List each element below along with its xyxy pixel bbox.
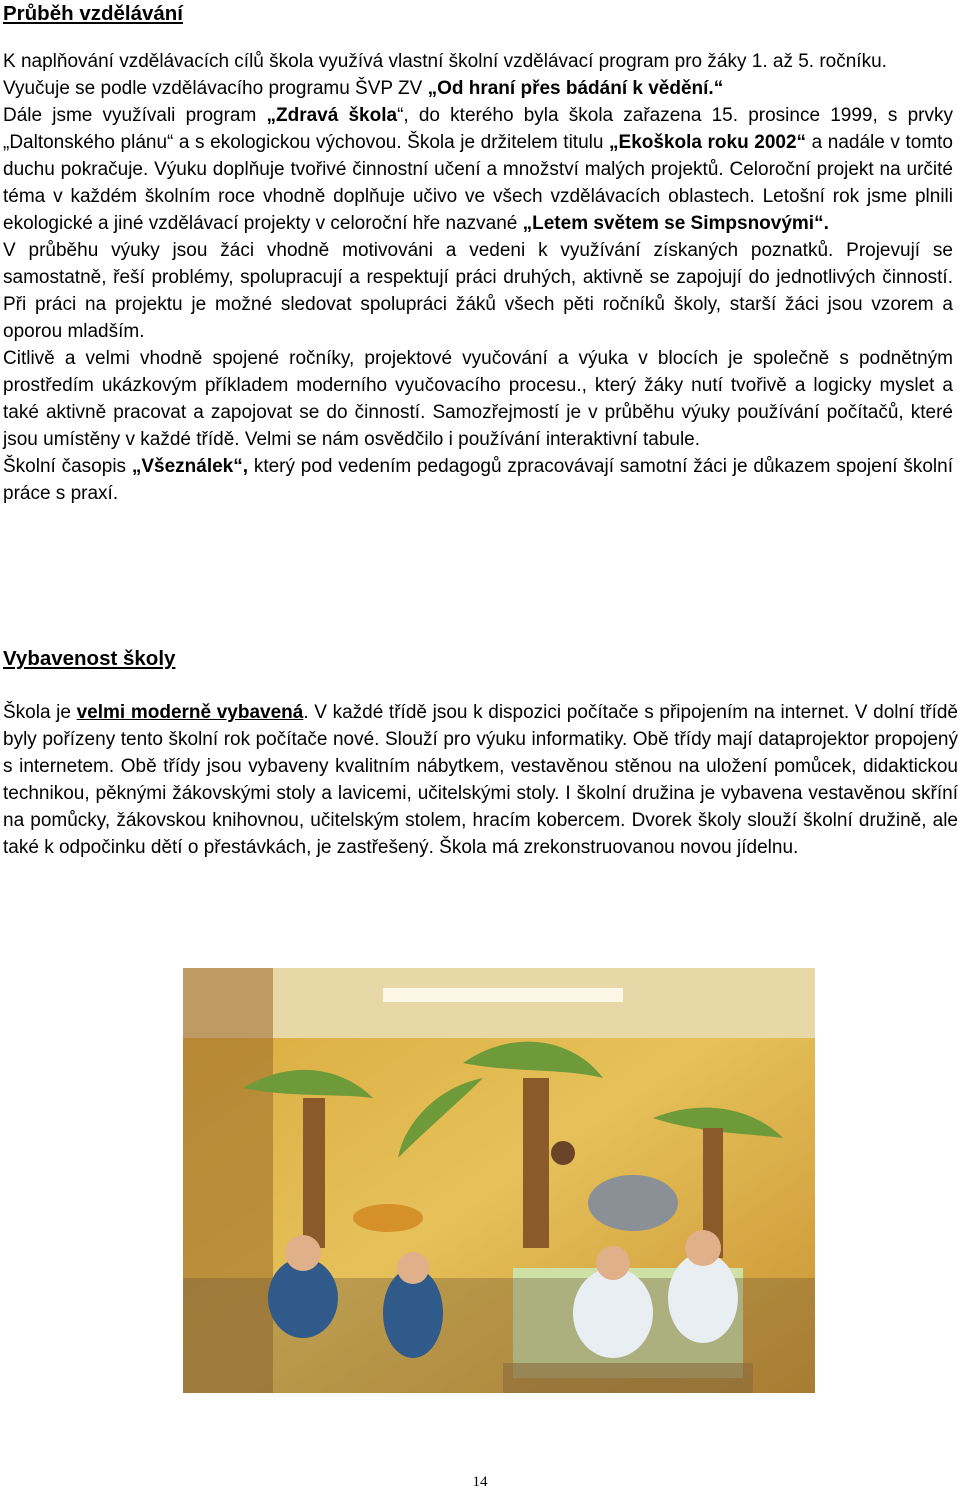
magazine-name: „Všeználek“, [131,456,249,477]
ecoschool-title: „Ekoškola roku 2002“ [609,132,807,153]
photo-illustration [183,968,815,1393]
section-heading-vybavenost: Vybavenost školy [3,647,176,670]
page-number: 14 [472,1474,488,1490]
magazine-text: který pod vedením pedagogů zpracovávají samotní žáci je důkazem spojení školní práce s praxí. [3,456,953,504]
intro-sentence: a nadále v tomto duchu pokračuje. Výuku doplňuje tvořivé činnostní učení a množství malých projektů. Celoroční projekt na určité téma v každém školním roce vhodně doplňuje učivo ve všech vzdělávacích oblastech. Letošní rok jsme plnili ekologické a jiné vzdělávací projekty v celoroční hře nazvané [3,132,953,234]
motivation-paragraph: V průběhu výuky jsou žáci vhodně motivováni a vedeni k využívání získaných poznatků. Projevují se samostatně, řeší problémy, spolupracují a respektují práci druhých, aktivně se zapojují do jednotlivých činností. Při práci na projektu je možné sledovat spolupráci žáků všech pěti ročníků školy, starší žáci jsou vzorem a oporou mladším. [3,240,953,342]
program-name: „Od hraní přes bádání k vědění.“ [427,78,724,99]
intro-sentence: Vyučuje se podle vzdělávacího programu ŠVP ZV [3,78,428,99]
intro-sentence: “, do kterého byla škola zařazena 15. prosince 1999, s prvky „Daltonského plánu“ a s ekologickou výchovou. Škola je držitelem titulu [3,105,953,153]
intro-sentence: Dále jsme využívali program [3,105,267,126]
equipment-text: Škola je [3,702,77,723]
school-dining-room-photo [183,968,815,1393]
intro-paragraph [3,48,953,237]
classes-paragraph: Citlivě a velmi vhodně spojené ročníky, projektové vyučování a výuka v blocích je společně s podnětným prostředím ukázkovým příkladem moderního vyučovacího procesu., který žáky nutí tvořivě a logicky myslet a také aktivně pracovat a zapojovat se do činností. Samozřejmostí je v průběhu výuky používání počítačů, které jsou umístěny v každé třídě. Velmi se nám osvědčilo i používání interaktivní tabule. [3,348,953,450]
game-name: „Letem světem se Simpsnovými“. [522,213,829,234]
magazine-paragraph [3,453,953,507]
intro-sentence: K naplňování vzdělávacích cílů škola využívá vlastní školní vzdělávací program pro žáky 1. až 5. ročníku. [3,51,887,72]
equipment-highlight: velmi moderně vybavená [76,702,304,723]
section-heading-prubeh: Průběh vzdělávání [3,2,184,25]
intro-section [3,48,953,507]
equipment-section [3,699,958,861]
healthy-school-name: „Zdravá škola [266,105,398,126]
equipment-paragraph [3,699,958,861]
magazine-text: Školní časopis [3,456,132,477]
equipment-text: . V každé třídě jsou k dispozici počítače s připojením na internet. V dolní třídě byly pořízeny tento školní rok počítače nové. Slouží pro výuku informatiky. Obě třídy mají dataprojektor propojený s internetem. Obě třídy jsou vybaveny kvalitním nábytkem, vestavěnou stěnou na uložení pomůcek, didaktickou technikou, pěknými žákovskými stoly a lavicemi, učitelskými stoly. I školní družina je vybavena vestavěnou skříní na pomůcky, žákovskou knihovnou, učitelským stolem, hracím kobercem. Dvorek školy slouží školní družině, ale také k odpočinku dětí o přestávkách, je zastřešený. Škola má zrekonstruovanou novou jídelnu. [3,702,958,858]
